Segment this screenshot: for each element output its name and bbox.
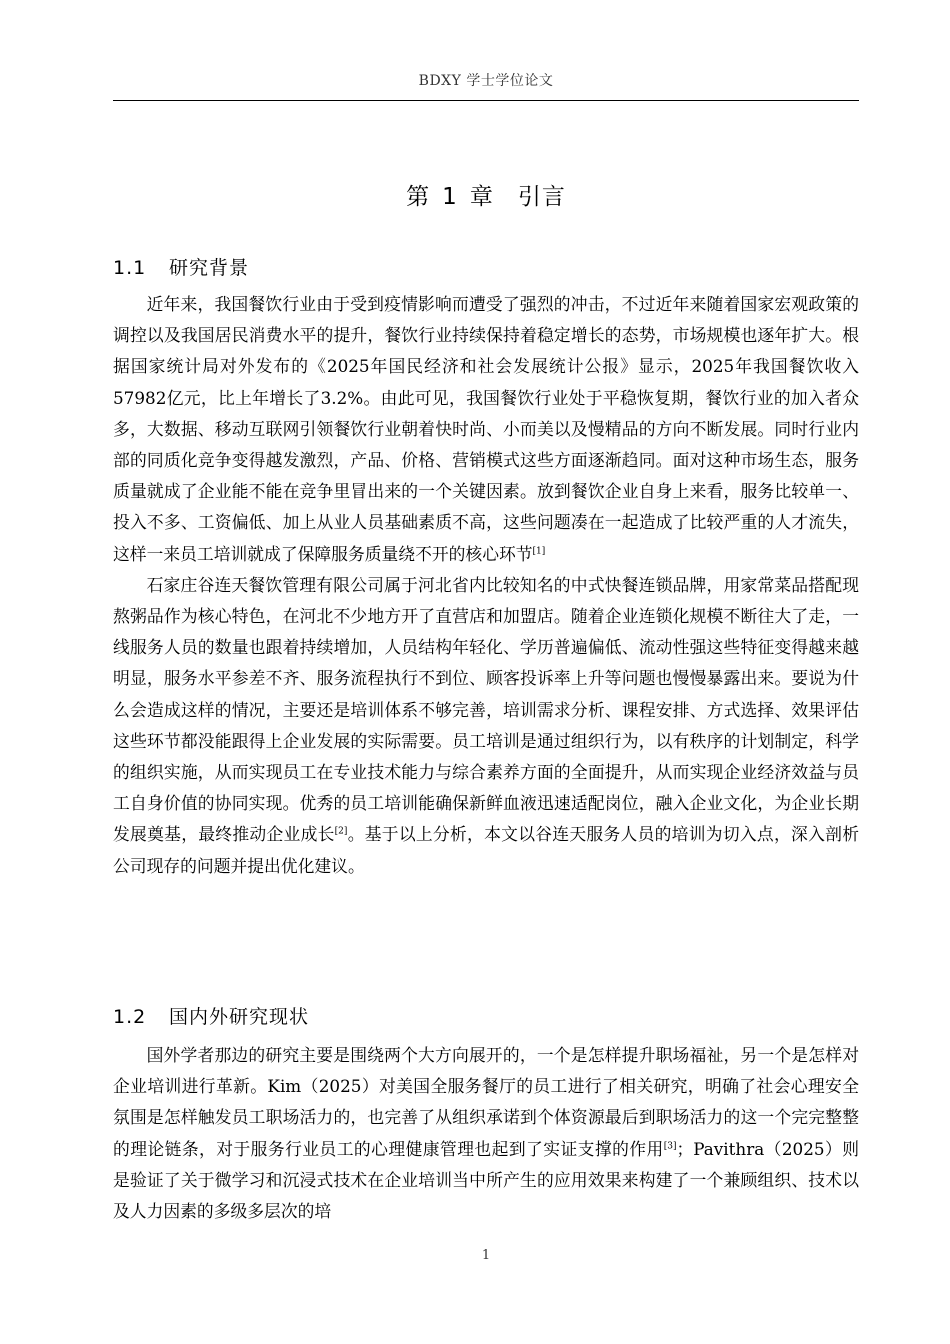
chapter-label-suffix: 章	[469, 184, 494, 210]
citation-ref: [3]	[663, 1141, 677, 1152]
section-heading	[113, 253, 859, 280]
chapter-title	[113, 178, 859, 211]
page-number: 1	[481, 1248, 491, 1263]
paragraph-text: 近年来，我国餐饮行业由于受到疫情影响而遭受了强烈的冲击，不过近年来随着国家宏观政策的调控以及我国居民消费水平的提升，餐饮行业持续保持着稳定增长的态势，市场规模也逐年扩大。根据国家统计局对外发布的《2025年国民经济和社会发展统计公报》显示，2025年我国餐饮收入57982亿元，比上年增长了3.2%。由此可见，我国餐饮行业处于平稳恢复期，餐饮行业的加入者众多，大数据、移动互联网引领餐饮行业朝着快时尚、小而美以及慢精品的方向不断发展。同时行业内部的同质化竞争变得越发激烈，产品、价格、营销模式这些方面逐渐趋同。面对这种市场生态，服务质量就成了企业能不能在竞争里冒出来的一个关键因素。放到餐饮企业自身上来看，服务比较单一、投入不多、工资偏低、加上从业人员基础素质不高，这些问题凑在一起造成了比较严重的人才流失，这样一来员工培训就成了保障服务质量绕不开的核心环节	[113, 294, 859, 564]
section-body	[113, 1040, 859, 1227]
section-body	[113, 289, 859, 882]
header-rule	[113, 100, 859, 101]
chapter-label-prefix: 第	[406, 184, 431, 210]
paragraph	[113, 570, 859, 882]
section-heading	[113, 1002, 859, 1029]
section-number: 1.2	[113, 1006, 147, 1028]
paragraph-text: 国外学者那边的研究主要是围绕两个大方向展开的，一个是怎样提升职场福祉，另一个是怎样对企业培训进行革新。Kim（2025）对美国全服务餐厅的员工进行了相关研究，明确了社会心理安全氛围是怎样触发员工职场活力的，也完善了从组织承诺到个体资源最后到职场活力的这一个完完整整的理论链条，对于服务行业员工的心理健康管理也起到了实证支撑的作用	[113, 1045, 859, 1159]
section-title: 研究背景	[169, 257, 250, 279]
section-title: 国内外研究现状	[169, 1006, 310, 1028]
chapter-number: 1	[442, 184, 458, 210]
citation-ref: [2]	[334, 826, 348, 837]
paragraph-tail: ；Pavithra（2025）则是验证了关于微学习和沉浸式技术在企业培训当中所产生的应用效果来构建了一个兼顾组织、技术以及人力因素的多级多层次的培	[113, 1138, 859, 1222]
paragraph-text: 石家庄谷连天餐饮管理有限公司属于河北省内比较知名的中式快餐连锁品牌，用家常菜品搭配现熬粥品作为核心特色，在河北不少地方开了直营店和加盟店。随着企业连锁化规模不断往大了走，一线服务人员的数量也跟着持续增加，人员结构年轻化、学历普遍偏低、流动性强这些特征变得越来越明显，服务水平参差不齐、服务流程执行不到位、顾客投诉率上升等问题也慢慢暴露出来。要说为什么会造成这样的情况，主要还是培训体系不够完善，培训需求分析、课程安排、方式选择、效果评估这些环节都没能跟得上企业发展的实际需要。员工培训是通过组织行为，以有秩序的计划制定，科学的组织实施，从而实现员工在专业技术能力与综合素养方面的全面提升，从而实现企业经济效益与员工自身价值的协同实现。优秀的员工培训能确保新鲜血液迅速适配岗位，融入企业文化，为企业长期发展奠基，最终推动企业成长	[113, 574, 859, 845]
section-number: 1.1	[113, 257, 147, 279]
paragraph	[113, 289, 859, 570]
paragraph-tail: 。基于以上分析，本文以谷连天服务人员的培训为切入点，深入剖析公司现存的问题并提出优化建议。	[113, 824, 859, 876]
paragraph	[113, 1040, 859, 1227]
citation-ref: [1]	[532, 546, 546, 557]
chapter-name: 引言	[517, 184, 566, 210]
running-header: BDXY 学士学位论文	[418, 73, 554, 89]
